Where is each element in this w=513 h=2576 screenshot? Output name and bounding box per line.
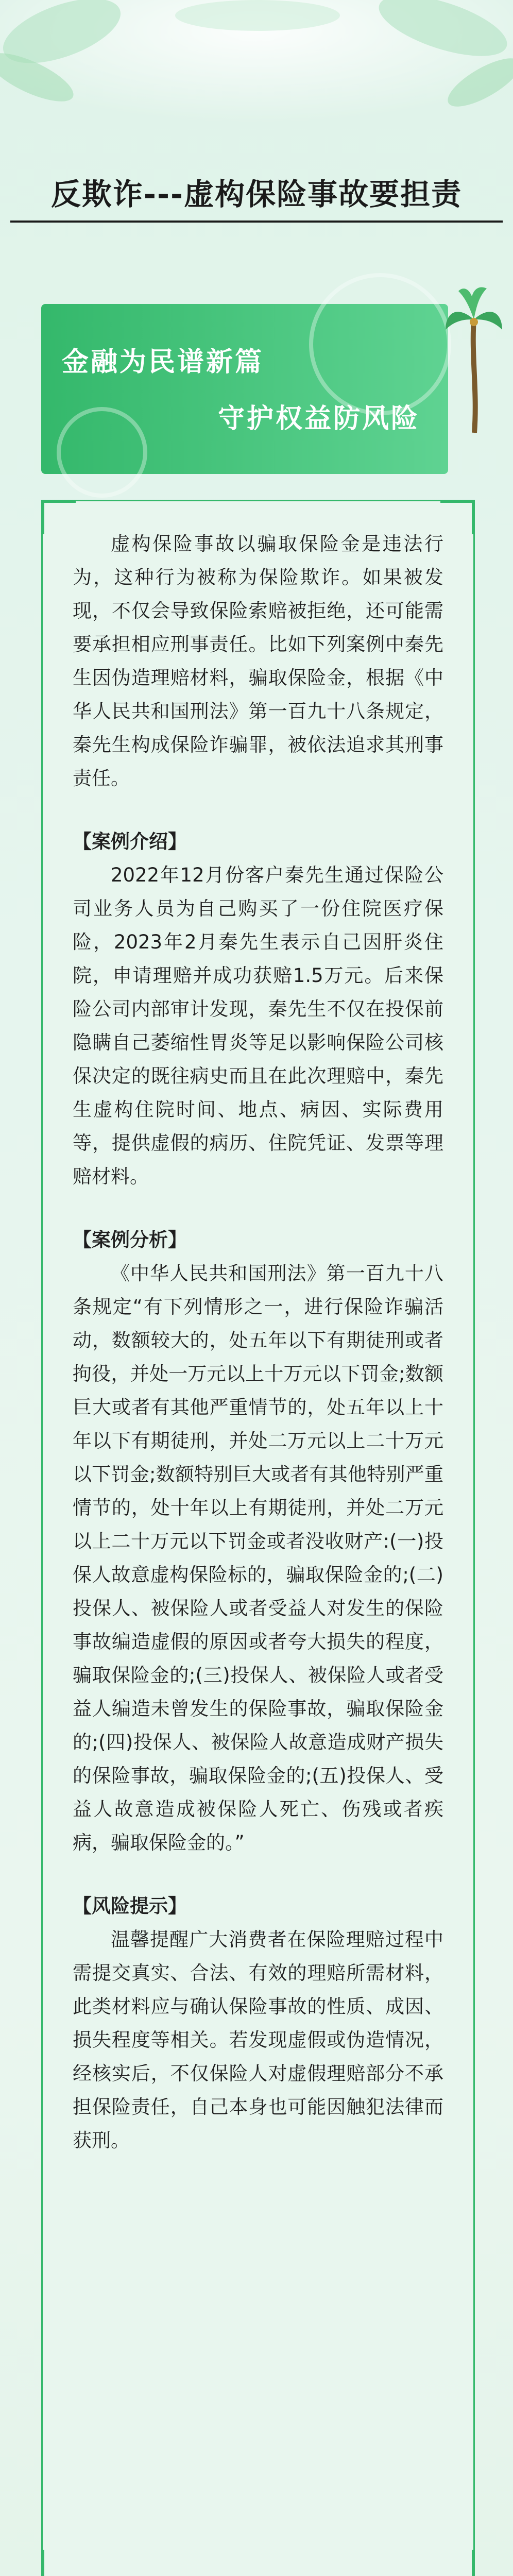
page-title: 反欺诈---虚构保险事故要担责 (50, 177, 463, 212)
corner-ornament-icon (40, 2539, 86, 2576)
banner-ring-decoration (57, 407, 147, 498)
article-card (41, 500, 475, 2576)
risk-warning-paragraph: 温馨提醒广大消费者在保险理赔过程中需提交真实、合法、有效的理赔所需材料，此类材料应与确认保险事故的性质、成因、损失程度等相关。若发现虚假或伪造情况，经核实后，不仅保险人对虚假理赔部分不承担保险责任，自己本身也可能因触犯法律而获刑。 (73, 1928, 443, 2151)
leaves-decoration-icon (0, 0, 513, 155)
risk-warning-heading: 【风险提示】 (73, 1895, 187, 1917)
banner-line-1: 金融为民谱新篇 (62, 347, 264, 378)
case-intro-heading: 【案例介绍】 (73, 831, 187, 853)
case-intro-paragraph: 2022年12月份客户秦先生通过保险公司业务人员为自己购买了一份住院医疗保险，2023年2月秦先生表示自己因肝炎住院，申请理赔并成功获赔1.5万元。后来保险公司内部审计发现，秦先生不仅在投保前隐瞒自己萎缩性胃炎等足以影响保险公司核保决定的既往病史而且在此次理赔中，秦先生虚构住院时间、地点、病因、实际费用等，提供虚假的病历、住院凭证、发票等理赔材料。 (73, 864, 443, 1188)
banner-line-2: 守护权益防风险 (217, 403, 420, 434)
slogan-banner (41, 304, 448, 474)
intro-paragraph: 虚构保险事故以骗取保险金是违法行为，这种行为被称为保险欺诈。如果被发现，不仅会导致保险索赔被拒绝，还可能需要承担相应刑事责任。比如下列案例中秦先生因伪造理赔材料，骗取保险金，根据《中华人民共和国刑法》第一百九十八条规定，秦先生构成保险诈骗罪，被依法追求其刑事责任。 (73, 533, 443, 789)
case-analysis-paragraph: 《中华人民共和国刑法》第一百九十八条规定“有下列情形之一，进行保险诈骗活动，数额较大的，处五年以下有期徒刑或者拘役，并处一万元以上十万元以下罚金;数额巨大或者有其他严重情节的，处五年以上十年以下有期徒刑，并处二万元以上二十万元以下罚金;数额特别巨大或者有其他特别严重情节的，处十年以上有期徒刑，并处二万元以上二十万元以下罚金或者没收财产:(一)投保人故意虚构保险标的，骗取保险金的;(二)投保人、被保险人或者受益人对发生的保险事故编造虚假的原因或者夸大损失的程度，骗取保险金的;(三)投保人、被保险人或者受益人编造未曾发生的保险事故，骗取保险金的;(四)投保人、被保险人故意造成财产损失的保险事故，骗取保险金的;(五)投保人、受益人故意造成被保险人死亡、伤残或者疾病，骗取保险金的。” (73, 1262, 443, 1854)
palm-tree-icon (446, 278, 502, 433)
case-analysis-heading: 【案例分析】 (73, 1229, 187, 1251)
corner-ornament-icon (430, 2539, 476, 2576)
banner-ring-decoration (309, 273, 451, 415)
article-body (73, 527, 443, 2157)
title-divider (10, 221, 503, 223)
